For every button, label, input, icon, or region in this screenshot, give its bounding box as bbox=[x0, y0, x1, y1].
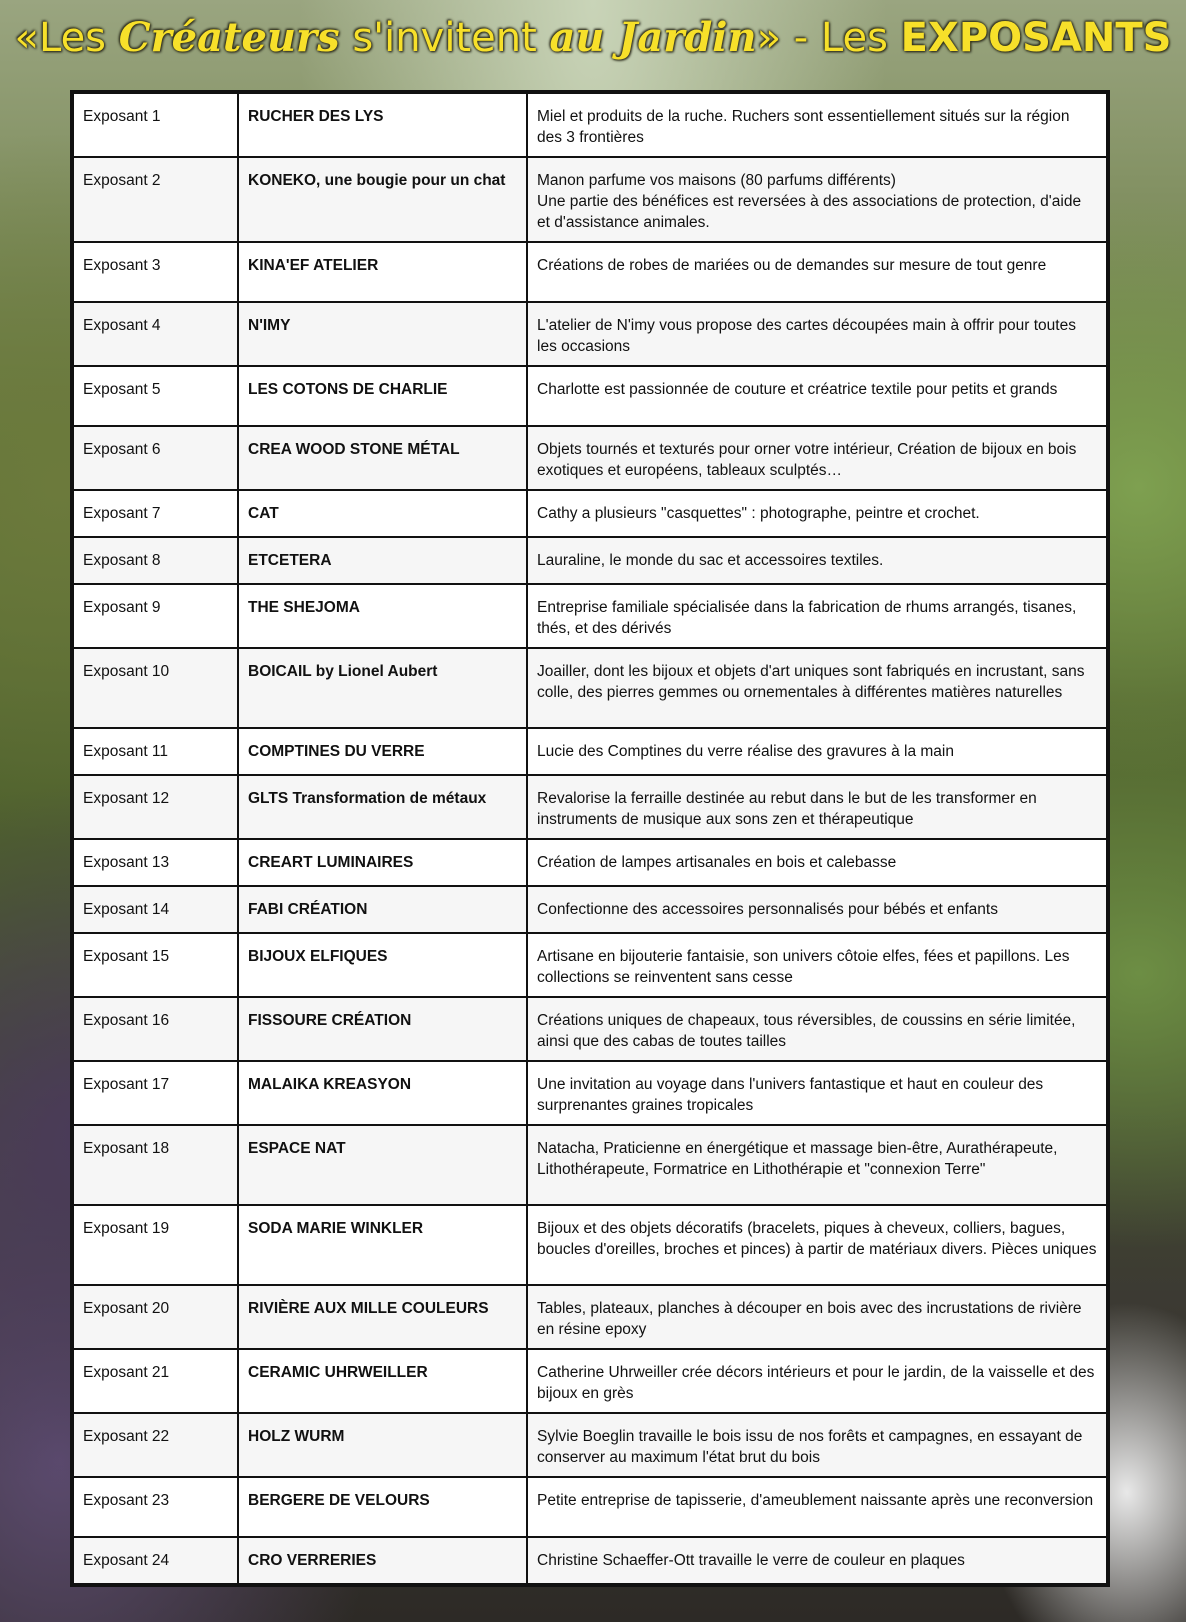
title-part-5: » - Les bbox=[756, 15, 901, 61]
exhibitor-name: MALAIKA KREASYON bbox=[238, 1061, 527, 1125]
exhibitor-description: Artisane en bijouterie fantaisie, son univers côtoie elfes, fées et papillons. Les collections se reinventent sans cesse bbox=[527, 933, 1107, 997]
exhibitor-number: Exposant 9 bbox=[73, 584, 238, 648]
exhibitor-description: Manon parfume vos maisons (80 parfums différents) Une partie des bénéfices est reversées à des associations de protection, d'aide et d'assistance animales. bbox=[527, 157, 1107, 242]
exhibitor-description: Miel et produits de la ruche. Ruchers sont essentiellement situés sur la région des 3 frontières bbox=[527, 93, 1107, 157]
exhibitor-description: Créations uniques de chapeaux, tous réversibles, de coussins en série limitée, ainsi que des cabas de toutes tailles bbox=[527, 997, 1107, 1061]
table-row bbox=[73, 1125, 1107, 1205]
table-row bbox=[73, 1413, 1107, 1477]
exhibitor-number: Exposant 13 bbox=[73, 839, 238, 886]
exhibitor-number: Exposant 23 bbox=[73, 1477, 238, 1537]
page-title bbox=[0, 14, 1186, 61]
exhibitor-number: Exposant 21 bbox=[73, 1349, 238, 1413]
exhibitor-description: Charlotte est passionnée de couture et créatrice textile pour petits et grands bbox=[527, 366, 1107, 426]
table-row bbox=[73, 933, 1107, 997]
exhibitor-description: Revalorise la ferraille destinée au rebut dans le but de les transformer en instruments de musique aux sons zen et thérapeutique bbox=[527, 775, 1107, 839]
table-row bbox=[73, 997, 1107, 1061]
exhibitor-number: Exposant 6 bbox=[73, 426, 238, 490]
exhibitors-table bbox=[72, 92, 1108, 1585]
exhibitor-description: L'atelier de N'imy vous propose des cartes découpées main à offrir pour toutes les occasions bbox=[527, 302, 1107, 366]
exhibitor-description: Cathy a plusieurs "casquettes" : photographe, peintre et crochet. bbox=[527, 490, 1107, 537]
exhibitor-name: FABI CRÉATION bbox=[238, 886, 527, 933]
exhibitor-name: RUCHER DES LYS bbox=[238, 93, 527, 157]
exhibitor-number: Exposant 24 bbox=[73, 1537, 238, 1584]
exhibitor-number: Exposant 12 bbox=[73, 775, 238, 839]
exhibitor-name: CRO VERRERIES bbox=[238, 1537, 527, 1584]
table-row bbox=[73, 839, 1107, 886]
exhibitors-table-body bbox=[73, 93, 1107, 1584]
exhibitor-name: FISSOURE CRÉATION bbox=[238, 997, 527, 1061]
exhibitor-number: Exposant 15 bbox=[73, 933, 238, 997]
exhibitor-description: Lucie des Comptines du verre réalise des gravures à la main bbox=[527, 728, 1107, 775]
table-row bbox=[73, 1537, 1107, 1584]
exhibitor-number: Exposant 16 bbox=[73, 997, 238, 1061]
exhibitor-description: Christine Schaeffer-Ott travaille le verre de couleur en plaques bbox=[527, 1537, 1107, 1584]
exhibitor-name: CREART LUMINAIRES bbox=[238, 839, 527, 886]
exhibitor-name: HOLZ WURM bbox=[238, 1413, 527, 1477]
title-part-1: «Les bbox=[14, 15, 119, 61]
exhibitor-description: Joailler, dont les bijoux et objets d'art uniques sont fabriqués en incrustant, sans colle, des pierres gemmes ou ornementales à différentes matières naturelles bbox=[527, 648, 1107, 728]
exhibitor-number: Exposant 5 bbox=[73, 366, 238, 426]
exhibitor-number: Exposant 22 bbox=[73, 1413, 238, 1477]
table-row bbox=[73, 302, 1107, 366]
exhibitor-name: CERAMIC UHRWEILLER bbox=[238, 1349, 527, 1413]
exhibitor-name: ESPACE NAT bbox=[238, 1125, 527, 1205]
exhibitor-description: Tables, plateaux, planches à découper en bois avec des incrustations de rivière en résine epoxy bbox=[527, 1285, 1107, 1349]
table-row bbox=[73, 157, 1107, 242]
table-row bbox=[73, 1349, 1107, 1413]
exhibitor-name: RIVIÈRE AUX MILLE COULEURS bbox=[238, 1285, 527, 1349]
exhibitor-description: Création de lampes artisanales en bois et calebasse bbox=[527, 839, 1107, 886]
title-part-4: au Jardin bbox=[549, 14, 757, 61]
title-part-3: s'invitent bbox=[339, 15, 550, 61]
exhibitor-name: LES COTONS DE CHARLIE bbox=[238, 366, 527, 426]
exhibitor-number: Exposant 7 bbox=[73, 490, 238, 537]
table-row bbox=[73, 537, 1107, 584]
table-row bbox=[73, 426, 1107, 490]
exhibitor-number: Exposant 11 bbox=[73, 728, 238, 775]
exhibitor-number: Exposant 19 bbox=[73, 1205, 238, 1285]
exhibitor-name: N'IMY bbox=[238, 302, 527, 366]
table-row bbox=[73, 242, 1107, 302]
exhibitor-description: Confectionne des accessoires personnalisés pour bébés et enfants bbox=[527, 886, 1107, 933]
exhibitor-number: Exposant 20 bbox=[73, 1285, 238, 1349]
exhibitor-name: SODA MARIE WINKLER bbox=[238, 1205, 527, 1285]
exhibitor-description: Bijoux et des objets décoratifs (bracelets, piques à cheveux, colliers, bagues, boucles d'oreilles, broches et pinces) à partir de matériaux divers. Pièces uniques bbox=[527, 1205, 1107, 1285]
exhibitor-number: Exposant 10 bbox=[73, 648, 238, 728]
table-row bbox=[73, 1477, 1107, 1537]
title-part-6: EXPOSANTS bbox=[900, 15, 1172, 61]
exhibitor-number: Exposant 8 bbox=[73, 537, 238, 584]
exhibitors-sheet bbox=[70, 90, 1110, 1587]
exhibitor-name: KINA'EF ATELIER bbox=[238, 242, 527, 302]
table-row bbox=[73, 1061, 1107, 1125]
table-row bbox=[73, 366, 1107, 426]
exhibitor-name: BIJOUX ELFIQUES bbox=[238, 933, 527, 997]
table-row bbox=[73, 1285, 1107, 1349]
exhibitor-description: Objets tournés et texturés pour orner votre intérieur, Création de bijoux en bois exotiques et européens, tableaux sculptés… bbox=[527, 426, 1107, 490]
table-row bbox=[73, 648, 1107, 728]
exhibitor-description: Petite entreprise de tapisserie, d'ameublement naissante après une reconversion bbox=[527, 1477, 1107, 1537]
exhibitor-name: ETCETERA bbox=[238, 537, 527, 584]
exhibitor-description: Natacha, Praticienne en énergétique et massage bien-être, Aurathérapeute, Lithothérapeute, Formatrice en Lithothérapie et "connexion Terre" bbox=[527, 1125, 1107, 1205]
exhibitor-number: Exposant 4 bbox=[73, 302, 238, 366]
exhibitor-number: Exposant 17 bbox=[73, 1061, 238, 1125]
table-row bbox=[73, 584, 1107, 648]
table-row bbox=[73, 775, 1107, 839]
table-row bbox=[73, 93, 1107, 157]
exhibitor-name: BERGERE DE VELOURS bbox=[238, 1477, 527, 1537]
exhibitor-name: KONEKO, une bougie pour un chat bbox=[238, 157, 527, 242]
exhibitor-number: Exposant 3 bbox=[73, 242, 238, 302]
exhibitor-description: Une invitation au voyage dans l'univers fantastique et haut en couleur des surprenantes graines tropicales bbox=[527, 1061, 1107, 1125]
exhibitor-number: Exposant 2 bbox=[73, 157, 238, 242]
exhibitor-name: COMPTINES DU VERRE bbox=[238, 728, 527, 775]
exhibitor-name: CREA WOOD STONE MÉTAL bbox=[238, 426, 527, 490]
table-row bbox=[73, 490, 1107, 537]
exhibitor-name: GLTS Transformation de métaux bbox=[238, 775, 527, 839]
exhibitor-name: CAT bbox=[238, 490, 527, 537]
title-part-2: Créateurs bbox=[118, 14, 340, 61]
table-row bbox=[73, 1205, 1107, 1285]
exhibitor-number: Exposant 14 bbox=[73, 886, 238, 933]
table-row bbox=[73, 728, 1107, 775]
exhibitor-number: Exposant 18 bbox=[73, 1125, 238, 1205]
table-row bbox=[73, 886, 1107, 933]
exhibitor-description: Entreprise familiale spécialisée dans la fabrication de rhums arrangés, tisanes, thés, et des dérivés bbox=[527, 584, 1107, 648]
exhibitor-name: THE SHEJOMA bbox=[238, 584, 527, 648]
exhibitor-number: Exposant 1 bbox=[73, 93, 238, 157]
exhibitor-name: BOICAIL by Lionel Aubert bbox=[238, 648, 527, 728]
exhibitor-description: Catherine Uhrweiller crée décors intérieurs et pour le jardin, de la vaisselle et des bijoux en grès bbox=[527, 1349, 1107, 1413]
exhibitor-description: Sylvie Boeglin travaille le bois issu de nos forêts et campagnes, en essayant de conserver au maximum l'état brut du bois bbox=[527, 1413, 1107, 1477]
exhibitor-description: Lauraline, le monde du sac et accessoires textiles. bbox=[527, 537, 1107, 584]
exhibitor-description: Créations de robes de mariées ou de demandes sur mesure de tout genre bbox=[527, 242, 1107, 302]
